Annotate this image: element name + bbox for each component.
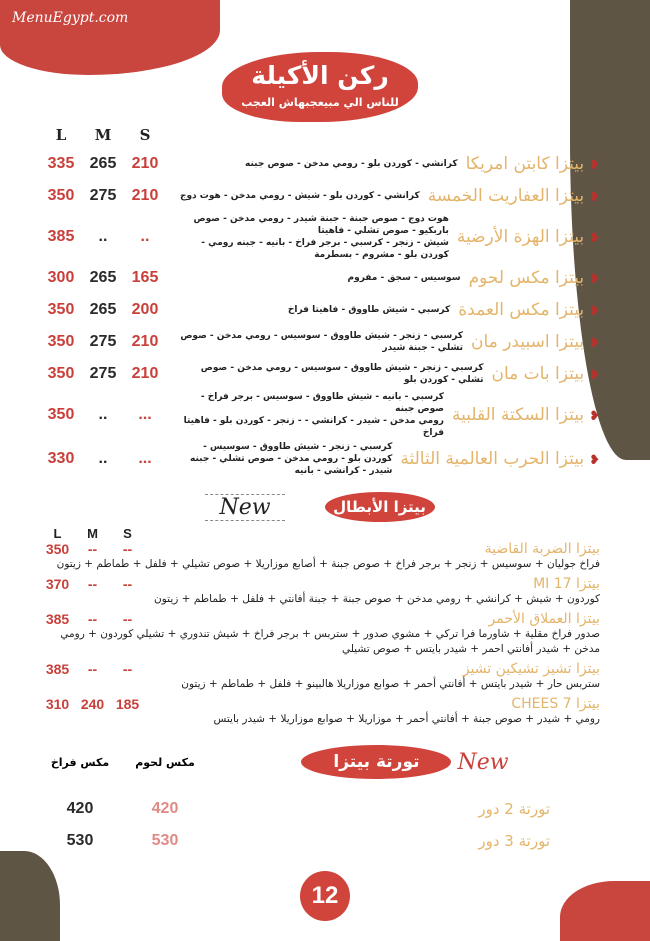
item-desc: كرسبي - زنجر - شيش طاووق - سوسيس - رومي مدخن - صوص تشلي - جبنة شيدر [180, 331, 464, 353]
hero-item [40, 541, 600, 572]
menu-item [40, 262, 600, 294]
price-s: ... [138, 450, 152, 467]
torta-header [40, 745, 600, 779]
item-desc-group [174, 441, 392, 477]
item-prices [40, 576, 145, 592]
item-desc: صدور فراخ مقلية + شاورما فرا تركي + مشوي صدور + ستربس + برجر فراخ + شيش تندوري + تشيلي كوردون + رومي مدخن + شيدر أفانتي احمر + شيدر بايتس + صوص تشيلي [60, 628, 600, 655]
size-header [40, 126, 166, 144]
item-name: بيتزا الضربة القاضية [484, 541, 600, 557]
item-desc: كرسبي - شيش طاووق - فاهيتا فراخ [287, 305, 451, 315]
section-title-badge [222, 52, 418, 122]
pizza-list [40, 148, 600, 478]
item-desc: كرانشي - كوردن بلو - رومي مدخن - صوص جبنه [245, 159, 458, 169]
watermark: MenuEgypt.com [12, 10, 129, 26]
item-prices [40, 228, 166, 246]
page-number: 12 [300, 871, 350, 921]
price-l: 350 [45, 541, 70, 557]
heroes-title-badge [325, 492, 435, 522]
price-s: 210 [131, 333, 159, 350]
price-l: 385 [45, 661, 70, 677]
item-name-text: بيتزا مكس العمدة [458, 300, 585, 320]
item-name [457, 227, 600, 247]
item-name [400, 449, 600, 469]
item-desc: ستربس حار + شيدر بايتس + أفانتي أحمر + صوابع موزاريلا هالبينو + فلفل + طماطم + زيتون [181, 678, 600, 690]
torta-price-meat: 530 [151, 832, 179, 849]
item-name-text: بيتزا الهزة الأرضية [456, 227, 585, 247]
price-s: -- [122, 661, 133, 677]
torta-name: تورتة 3 دور [478, 832, 550, 850]
torta-price-meat: 420 [151, 800, 179, 817]
price-m: 265 [89, 269, 117, 286]
chili-icon: ❥ [589, 368, 600, 383]
item-prices [40, 155, 166, 173]
item-name [492, 364, 601, 384]
price-s: -- [122, 576, 133, 592]
chili-icon: ❥ [589, 409, 600, 424]
item-name-text: بيتزا بات مان [491, 364, 585, 384]
price-m: -- [87, 541, 98, 557]
chili-icon: ❥ [589, 158, 600, 173]
hero-item [40, 661, 600, 692]
price-s: -- [122, 541, 133, 557]
item-prices [40, 333, 166, 351]
torta-title-group [210, 745, 600, 779]
item-name: بيتزا العملاق الأحمر [488, 611, 600, 627]
item-name [428, 186, 600, 206]
size-l: L [53, 526, 62, 541]
item-desc-group [174, 158, 458, 170]
price-l: 370 [45, 576, 70, 592]
item-prices [40, 611, 145, 627]
menu-item [40, 294, 600, 326]
price-s: -- [122, 611, 133, 627]
price-l: 385 [47, 228, 75, 245]
section-title: ركن الأكيلة [251, 61, 389, 90]
menu-item [40, 212, 600, 262]
chili-icon: ❥ [589, 272, 600, 287]
item-desc-group [174, 330, 463, 354]
section-subtitle: للناس الي مبيعجبهاش العجب [241, 96, 399, 109]
item-name [471, 332, 600, 352]
item-name [469, 268, 600, 288]
item-prices [40, 269, 166, 287]
item-prices [40, 301, 166, 319]
price-m: .. [98, 406, 108, 423]
item-desc: كرسبي - زنجر - شيش طاووق - سوسيس - رومي مدخن - صوص تشلي - كوردن بلو [200, 363, 484, 385]
item-name-text: بيتزا السكتة القلبية [451, 405, 585, 425]
hero-item [40, 611, 600, 657]
item-desc: كرسبي - بانيه - شيش طاووق - سوسيس - برجر فراخ - صوص جبنه [200, 392, 444, 414]
item-name-text: بيتزا اسبيدر مان [471, 332, 585, 352]
size-s: S [123, 526, 132, 541]
heroes-new-badge: New [205, 494, 284, 521]
item-desc-group [174, 213, 449, 261]
hero-item-head [40, 661, 600, 677]
item-name-text: بيتزا كابتن امريكا [465, 154, 585, 174]
price-s: ... [138, 406, 152, 423]
item-desc: كرسبي - زنجر - شيش طاووق - سوسيس - كوردن بلو - رومي مدخن - صوص تشلي - جبنه شيدر - كرانشي - بانيه [190, 442, 393, 476]
chili-icon: ❥ [589, 190, 600, 205]
item-name: بيتزا تشيز تشيكين تشيز [462, 661, 600, 677]
price-m: -- [87, 661, 98, 677]
item-prices [40, 696, 145, 712]
price-s: 165 [131, 269, 159, 286]
item-prices [40, 661, 145, 677]
item-name-text: بيتزا الحرب العالمية الثالثة [400, 449, 585, 469]
size-s: S [139, 126, 151, 144]
item-name: بيتزا CHEES 7 [511, 696, 600, 712]
chili-icon: ❥ [589, 453, 600, 468]
size-m: M [87, 526, 98, 541]
price-m: .. [98, 450, 108, 467]
item-desc-group [174, 190, 420, 202]
hero-item-head [40, 576, 600, 592]
hero-item [40, 576, 600, 607]
price-l: 350 [47, 333, 75, 350]
item-name [458, 300, 600, 320]
torta-price-chicken: 420 [66, 800, 94, 817]
heroes-size-header [40, 526, 145, 541]
item-prices [40, 187, 166, 205]
item-desc-group [174, 304, 450, 316]
menu-item [40, 390, 600, 440]
item-prices [40, 541, 145, 557]
item-name [466, 154, 600, 174]
torta-list [40, 793, 600, 857]
price-l: 350 [47, 365, 75, 382]
heroes-list [40, 541, 600, 727]
menu-item [40, 440, 600, 478]
price-m: 275 [89, 187, 117, 204]
torta-col-meat: مكس لحوم [135, 755, 195, 769]
price-m: 240 [80, 696, 105, 712]
item-name [452, 405, 600, 425]
item-desc: كوردون + شيش + كرانشي + رومي مدخن + صوص جبنة + جبنة أفانتي + فلفل + طماطم + زيتون [154, 593, 600, 605]
price-s: .. [140, 228, 150, 245]
torta-row [40, 825, 600, 857]
price-l: 350 [47, 406, 75, 423]
size-m: M [94, 126, 112, 144]
chili-icon: ❥ [589, 231, 600, 246]
hero-item-head [40, 696, 600, 712]
item-desc: سوسيس - سجق - مفروم [347, 273, 461, 283]
item-name-text: بيتزا مكس لحوم [468, 268, 585, 288]
price-s: 185 [115, 696, 140, 712]
item-desc: رومي + شيدر + صوص جبنة + أفانتي أحمر + موزاريلا + صوابع موزاريلا + شيدر بايتس [213, 713, 600, 725]
menu-item [40, 148, 600, 180]
price-s: 210 [131, 187, 159, 204]
heroes-title: بيتزا الأبطال [333, 498, 426, 516]
menu-item [40, 358, 600, 390]
item-name: بيتزا 17 MI [533, 576, 600, 592]
torta-row [40, 793, 600, 825]
menu-item [40, 180, 600, 212]
hero-item-head [40, 611, 600, 627]
header [0, 0, 650, 109]
price-s: 200 [131, 301, 159, 318]
price-l: 350 [47, 187, 75, 204]
price-m: -- [87, 576, 98, 592]
price-l: 350 [47, 301, 75, 318]
chili-icon: ❥ [589, 336, 600, 351]
item-prices [40, 450, 166, 468]
torta-title: تورتة بيتزا [333, 752, 420, 772]
price-l: 330 [47, 450, 75, 467]
price-l: 310 [45, 696, 70, 712]
item-desc-group [174, 391, 444, 439]
price-s: 210 [131, 365, 159, 382]
item-prices [40, 365, 166, 383]
hero-item [40, 696, 600, 727]
item-prices [40, 406, 166, 424]
price-l: 335 [47, 155, 75, 172]
chili-icon: ❥ [589, 304, 600, 319]
price-s: 210 [131, 155, 159, 172]
price-l: 300 [47, 269, 75, 286]
price-m: 265 [89, 155, 117, 172]
torta-name: تورتة 2 دور [478, 800, 550, 818]
heroes-header [40, 492, 600, 522]
price-m: 265 [89, 301, 117, 318]
item-desc: فراخ جوليان + سوسيس + زنجر + برجر فراخ + صوص جبنة + أصابع موزاريلا + صوص تشيلي + فلفل + طماطم + زيتون [56, 558, 600, 570]
decor-brown-blob-bottom [0, 851, 60, 941]
size-l: L [55, 126, 67, 144]
item-desc: هوت دوج - صوص جبنة - جبنة شيدر - رومي مدخن - صوص باربكيو - صوص تشلي - فاهيتا [193, 214, 449, 236]
item-desc: كرانشي - كوردن بلو - شيش - رومي مدخن - هوت دوج [179, 191, 420, 201]
torta-col-chicken: مكس فراخ [50, 755, 110, 769]
item-desc-line2: رومي مدخن - شيدر - كرانشي - - زنجر - كوردن بلو - فاهيتا فراخ [183, 416, 444, 438]
price-m: .. [98, 228, 108, 245]
torta-title-badge [301, 745, 451, 779]
decor-red-blob-bottom [560, 881, 650, 941]
price-m: -- [87, 611, 98, 627]
item-desc-line2: شيش - زنجر - كرسبي - برجر فراخ - بانيه - جبنه رومي - كوردن بلو - مشروم - بسطرمة [201, 238, 449, 260]
item-desc-group [174, 362, 484, 386]
price-m: 275 [89, 333, 117, 350]
item-desc-group [174, 272, 461, 284]
torta-price-chicken: 530 [66, 832, 94, 849]
pizza-section [40, 126, 600, 857]
item-name-text: بيتزا العفاريت الخمسة [427, 186, 585, 206]
hero-item-head [40, 541, 600, 557]
torta-new-badge: New [457, 749, 509, 775]
menu-item [40, 326, 600, 358]
price-m: 275 [89, 365, 117, 382]
price-l: 385 [45, 611, 70, 627]
